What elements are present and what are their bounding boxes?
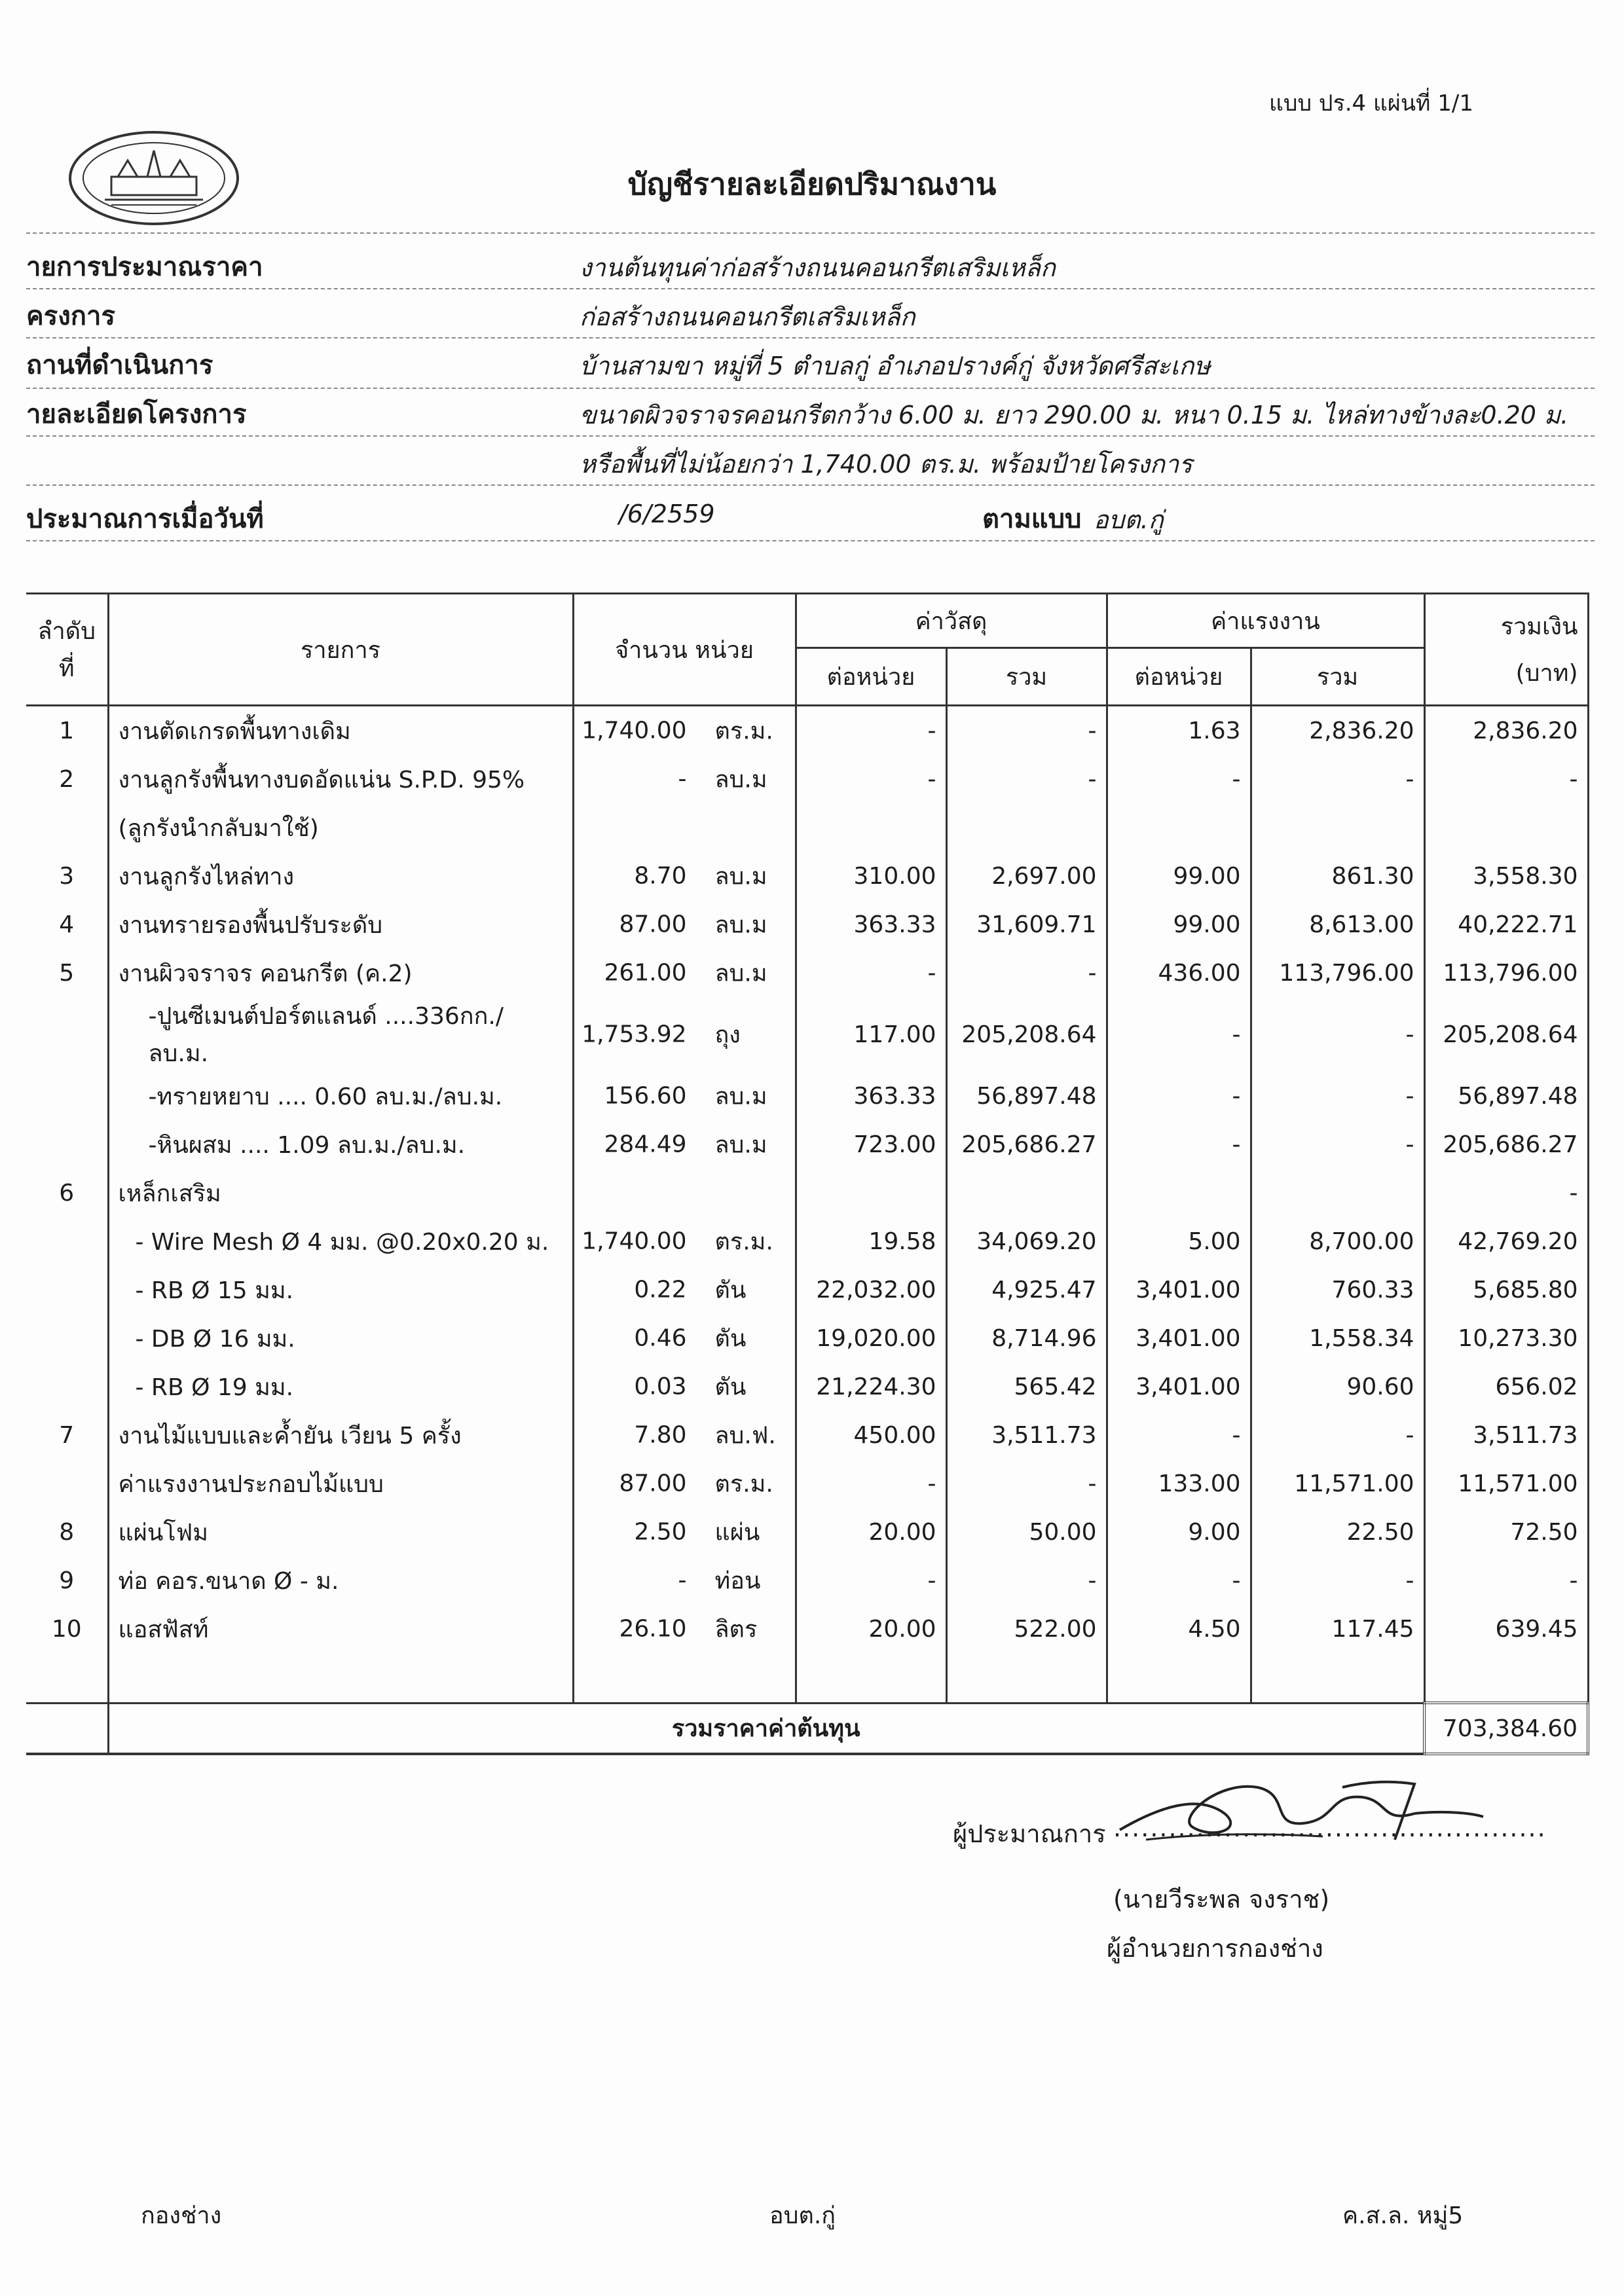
row-labor-sum: - bbox=[1251, 1411, 1424, 1459]
row-material-per-unit bbox=[796, 803, 946, 852]
row-number: 5 bbox=[26, 949, 108, 997]
spacer-row bbox=[26, 1653, 1588, 1703]
footer-project-code: ค.ส.ล. หมู่5 bbox=[1342, 2202, 1464, 2229]
row-quantity-unit bbox=[573, 900, 796, 949]
header-material-sum: รวม bbox=[946, 648, 1107, 706]
row-labor-per-unit bbox=[1107, 803, 1251, 852]
row-total: 3,558.30 bbox=[1424, 852, 1588, 900]
row-material-sum: - bbox=[946, 1459, 1107, 1508]
row-total: 656.02 bbox=[1424, 1362, 1588, 1411]
row-labor-sum: 11,571.00 bbox=[1251, 1459, 1424, 1508]
row-description: ค่าแรงงานประกอบไม้แบบ bbox=[108, 1459, 573, 1508]
row-labor-per-unit: 3,401.00 bbox=[1107, 1266, 1251, 1314]
document-title: บัญชีรายละเอียดปริมาณงาน bbox=[627, 166, 997, 202]
header-total bbox=[1424, 594, 1588, 706]
row-labor-sum: - bbox=[1251, 1120, 1424, 1169]
footer-department: กองช่าง bbox=[141, 2202, 222, 2229]
row-number bbox=[26, 1459, 108, 1508]
table-row bbox=[26, 852, 1588, 900]
header-description: รายการ bbox=[108, 594, 573, 706]
row-quantity-unit bbox=[573, 706, 796, 756]
divider bbox=[26, 232, 1595, 234]
row-description: เหล็กเสริม bbox=[108, 1169, 573, 1217]
row-unit: ลบ.ม bbox=[714, 1131, 767, 1159]
row-number: 1 bbox=[26, 706, 108, 756]
table-row bbox=[26, 1411, 1588, 1459]
row-unit: ลบ.ม bbox=[714, 766, 767, 793]
row-number bbox=[26, 997, 108, 1072]
table-row bbox=[26, 949, 1588, 997]
table-row bbox=[26, 1314, 1588, 1362]
row-total: - bbox=[1424, 755, 1588, 803]
row-material-per-unit: 22,032.00 bbox=[796, 1266, 946, 1314]
row-total: - bbox=[1424, 1169, 1588, 1217]
row-number bbox=[26, 1314, 108, 1362]
row-description: -หินผสม .... 1.09 ลบ.ม./ลบ.ม. bbox=[108, 1120, 573, 1169]
row-labor-sum: - bbox=[1251, 755, 1424, 803]
row-material-sum: 56,897.48 bbox=[946, 1072, 1107, 1120]
divider bbox=[26, 288, 1595, 289]
row-labor-sum: 760.33 bbox=[1251, 1266, 1424, 1314]
row-labor-per-unit: 5.00 bbox=[1107, 1217, 1251, 1266]
row-description: งานลูกรังไหล่ทาง bbox=[108, 852, 573, 900]
row-description: แผ่นโฟม bbox=[108, 1508, 573, 1556]
row-material-per-unit: 19.58 bbox=[796, 1217, 946, 1266]
row-labor-per-unit bbox=[1107, 1169, 1251, 1217]
row-total: 205,686.27 bbox=[1424, 1120, 1588, 1169]
row-number: 2 bbox=[26, 755, 108, 803]
row-labor-per-unit: - bbox=[1107, 755, 1251, 803]
header-quantity-unit: จำนวน หน่วย bbox=[573, 594, 796, 706]
row-total: 11,571.00 bbox=[1424, 1459, 1588, 1508]
row-labor-per-unit: 1.63 bbox=[1107, 706, 1251, 756]
row-quantity-unit bbox=[573, 1459, 796, 1508]
row-total: 40,222.71 bbox=[1424, 900, 1588, 949]
row-quantity-unit bbox=[573, 1072, 796, 1120]
row-material-per-unit: 723.00 bbox=[796, 1120, 946, 1169]
row-unit: ตัน bbox=[714, 1277, 747, 1304]
row-labor-sum: 1,558.34 bbox=[1251, 1314, 1424, 1362]
row-quantity: 0.22 bbox=[634, 1276, 687, 1303]
row-total: 72.50 bbox=[1424, 1508, 1588, 1556]
row-material-per-unit: 363.33 bbox=[796, 1072, 946, 1120]
row-labor-per-unit: - bbox=[1107, 1411, 1251, 1459]
row-quantity-unit bbox=[573, 949, 796, 997]
row-unit: ลบ.ม bbox=[714, 863, 767, 890]
row-quantity: 261.00 bbox=[604, 959, 687, 987]
row-labor-per-unit: - bbox=[1107, 1072, 1251, 1120]
row-material-sum bbox=[946, 1169, 1107, 1217]
row-total: 5,685.80 bbox=[1424, 1266, 1588, 1314]
row-labor-sum: - bbox=[1251, 997, 1424, 1072]
row-labor-per-unit: 99.00 bbox=[1107, 900, 1251, 949]
row-material-sum bbox=[946, 803, 1107, 852]
row-description: งานผิวจราจร คอนกรีต (ค.2) bbox=[108, 949, 573, 997]
row-labor-per-unit: 99.00 bbox=[1107, 852, 1251, 900]
handwritten-signature bbox=[1107, 1768, 1486, 1859]
header-labor-per-unit: ต่อหน่วย bbox=[1107, 648, 1251, 706]
row-labor-sum bbox=[1251, 803, 1424, 852]
row-total: 639.45 bbox=[1424, 1605, 1588, 1653]
row-quantity: 2.50 bbox=[634, 1518, 687, 1546]
row-material-sum: - bbox=[946, 1556, 1107, 1605]
row-labor-per-unit: 4.50 bbox=[1107, 1605, 1251, 1653]
row-material-sum: 205,686.27 bbox=[946, 1120, 1107, 1169]
table-row bbox=[26, 1508, 1588, 1556]
row-unit: ตร.ม. bbox=[714, 718, 773, 745]
row-labor-sum: 8,613.00 bbox=[1251, 900, 1424, 949]
row-material-per-unit: - bbox=[796, 1556, 946, 1605]
grand-total: 703,384.60 bbox=[1424, 1703, 1588, 1754]
divider bbox=[26, 337, 1595, 338]
row-quantity-unit bbox=[573, 755, 796, 803]
row-quantity: 8.70 bbox=[634, 862, 687, 890]
row-total: 42,769.20 bbox=[1424, 1217, 1588, 1266]
row-quantity-unit bbox=[573, 1120, 796, 1169]
row-material-per-unit: 19,020.00 bbox=[796, 1314, 946, 1362]
row-material-sum: - bbox=[946, 706, 1107, 756]
row-number: 4 bbox=[26, 900, 108, 949]
row-total: 113,796.00 bbox=[1424, 949, 1588, 997]
row-description: แอสฟัสท์ bbox=[108, 1605, 573, 1653]
row-description: งานไม้แบบและค้ำยัน เวียน 5 ครั้ง bbox=[108, 1411, 573, 1459]
row-number: 7 bbox=[26, 1411, 108, 1459]
row-material-per-unit: - bbox=[796, 755, 946, 803]
row-unit: ลบ.ม bbox=[714, 1083, 767, 1110]
row-unit: ท่อน bbox=[714, 1567, 761, 1595]
project-detail-line-1: ขนาดผิวจราจรคอนกรีตกว้าง 6.00 ม. ยาว 290.00 ม. หนา 0.15 ม. ไหล่ทางข้างละ0.20 ม. bbox=[580, 401, 1569, 429]
row-number: 6 bbox=[26, 1169, 108, 1217]
row-quantity-unit bbox=[573, 1314, 796, 1362]
row-number bbox=[26, 803, 108, 852]
row-description: งานทรายรองพื้นปรับระดับ bbox=[108, 900, 573, 949]
row-description: งานตัดเกรดพื้นทางเดิม bbox=[108, 706, 573, 756]
row-labor-sum: - bbox=[1251, 1556, 1424, 1605]
row-total: 2,836.20 bbox=[1424, 706, 1588, 756]
row-labor-sum: 22.50 bbox=[1251, 1508, 1424, 1556]
project-label: ครงการ bbox=[26, 301, 115, 331]
estimate-item-label: ายการประมาณราคา bbox=[26, 252, 263, 282]
row-quantity: 1,753.92 bbox=[581, 1021, 687, 1048]
location-label: ถานที่ดำเนินการ bbox=[26, 350, 213, 380]
row-material-sum: 4,925.47 bbox=[946, 1266, 1107, 1314]
row-material-per-unit: - bbox=[796, 949, 946, 997]
row-unit: ลบ.ฟ. bbox=[714, 1422, 776, 1449]
row-number bbox=[26, 1362, 108, 1411]
row-unit: ตัน bbox=[714, 1374, 747, 1401]
row-material-per-unit: - bbox=[796, 1459, 946, 1508]
row-quantity-unit bbox=[573, 1217, 796, 1266]
row-material-per-unit: 21,224.30 bbox=[796, 1362, 946, 1411]
table-row bbox=[26, 1605, 1588, 1653]
row-number bbox=[26, 1072, 108, 1120]
location-value: บ้านสามขา หมู่ที่ 5 ตำบลกู่ อำเภอปรางค์กู่ จังหวัดศรีสะเกษ bbox=[580, 352, 1211, 380]
divider bbox=[26, 484, 1595, 486]
table-row bbox=[26, 1459, 1588, 1508]
row-unit: ลบ.ม bbox=[714, 911, 767, 939]
row-labor-per-unit: - bbox=[1107, 1556, 1251, 1605]
table-row bbox=[26, 1120, 1588, 1169]
row-labor-per-unit: 3,401.00 bbox=[1107, 1314, 1251, 1362]
total-label: รวมราคาค่าต้นทุน bbox=[108, 1703, 1424, 1754]
row-labor-per-unit: 9.00 bbox=[1107, 1508, 1251, 1556]
row-material-per-unit: 20.00 bbox=[796, 1508, 946, 1556]
row-total: 205,208.64 bbox=[1424, 997, 1588, 1072]
row-labor-per-unit: 133.00 bbox=[1107, 1459, 1251, 1508]
divider bbox=[26, 388, 1595, 389]
row-description: งานลูกรังพื้นทางบดอัดแน่น S.P.D. 95% bbox=[108, 755, 573, 803]
row-quantity-unit bbox=[573, 1605, 796, 1653]
row-number bbox=[26, 1266, 108, 1314]
project-detail-line-2: หรือพื้นที่ไม่น้อยกว่า 1,740.00 ตร.ม. พร้อมป้ายโครงการ bbox=[580, 450, 1192, 479]
row-unit: ตร.ม. bbox=[714, 1228, 773, 1256]
estimator-label: ผู้ประมาณการ bbox=[953, 1819, 1106, 1848]
row-description: -ปูนซีเมนต์ปอร์ตแลนด์ ....336กก./ลบ.ม. bbox=[108, 997, 573, 1072]
row-total: 3,511.73 bbox=[1424, 1411, 1588, 1459]
row-description: (ลูกรังนำกลับมาใช้) bbox=[108, 803, 573, 852]
row-quantity-unit bbox=[573, 1266, 796, 1314]
row-quantity: - bbox=[678, 1567, 687, 1594]
row-labor-per-unit: - bbox=[1107, 997, 1251, 1072]
row-material-per-unit: 20.00 bbox=[796, 1605, 946, 1653]
row-description: - DB Ø 16 มม. bbox=[108, 1314, 573, 1362]
row-quantity: 0.46 bbox=[634, 1324, 687, 1352]
row-material-per-unit: 363.33 bbox=[796, 900, 946, 949]
row-labor-per-unit: 3,401.00 bbox=[1107, 1362, 1251, 1411]
row-material-sum: - bbox=[946, 949, 1107, 997]
row-quantity: - bbox=[678, 765, 687, 793]
table-row bbox=[26, 1556, 1588, 1605]
header-labor-sum: รวม bbox=[1251, 648, 1424, 706]
row-total: 56,897.48 bbox=[1424, 1072, 1588, 1120]
header-total-line-2: (บาท) bbox=[1515, 660, 1578, 687]
row-unit: ลิตร bbox=[714, 1616, 758, 1643]
row-quantity: 87.00 bbox=[619, 911, 687, 938]
row-material-sum: 522.00 bbox=[946, 1605, 1107, 1653]
row-quantity-unit bbox=[573, 803, 796, 852]
row-quantity: 1,740.00 bbox=[581, 717, 687, 744]
footer-organization: อบต.กู่ bbox=[769, 2202, 836, 2229]
row-material-per-unit: 117.00 bbox=[796, 997, 946, 1072]
row-number: 8 bbox=[26, 1508, 108, 1556]
row-total: 10,273.30 bbox=[1424, 1314, 1588, 1362]
divider bbox=[26, 435, 1595, 437]
row-labor-sum: 2,836.20 bbox=[1251, 706, 1424, 756]
row-labor-sum: 113,796.00 bbox=[1251, 949, 1424, 997]
row-labor-sum: - bbox=[1251, 1072, 1424, 1120]
header-total-line-1: รวมเงิน bbox=[1500, 613, 1578, 640]
header-labor: ค่าแรงงาน bbox=[1107, 594, 1424, 648]
table-row bbox=[26, 755, 1588, 803]
estimate-date-label: ประมาณการเมื่อวันที่ bbox=[26, 504, 264, 534]
row-description: ท่อ คอร.ขนาด Ø - ม. bbox=[108, 1556, 573, 1605]
table-row bbox=[26, 1072, 1588, 1120]
estimator-position: ผู้อำนวยการกองช่าง bbox=[1107, 1934, 1323, 1963]
table-row bbox=[26, 1362, 1588, 1411]
row-unit: ถุง bbox=[714, 1021, 741, 1049]
row-material-sum: 8,714.96 bbox=[946, 1314, 1107, 1362]
row-material-sum: 34,069.20 bbox=[946, 1217, 1107, 1266]
row-unit: ลบ.ม bbox=[714, 960, 767, 987]
quantity-table bbox=[26, 592, 1589, 1755]
row-quantity: 26.10 bbox=[619, 1615, 687, 1643]
row-quantity: 0.03 bbox=[634, 1373, 687, 1400]
row-quantity-unit bbox=[573, 1411, 796, 1459]
project-detail-label: ายละเอียดโครงการ bbox=[26, 399, 247, 429]
row-description: - Wire Mesh Ø 4 มม. @0.20x0.20 ม. bbox=[108, 1217, 573, 1266]
table-row bbox=[26, 1266, 1588, 1314]
project-value: ก่อสร้างถนนคอนกรีตเสริมเหล็ก bbox=[580, 302, 915, 331]
row-number: 9 bbox=[26, 1556, 108, 1605]
row-total bbox=[1424, 803, 1588, 852]
header-no: ลำดับที่ bbox=[26, 594, 108, 706]
table-row bbox=[26, 1217, 1588, 1266]
row-unit: ตร.ม. bbox=[714, 1470, 773, 1498]
table-row bbox=[26, 997, 1588, 1072]
divider bbox=[26, 540, 1595, 541]
row-material-per-unit: 450.00 bbox=[796, 1411, 946, 1459]
row-material-sum: - bbox=[946, 755, 1107, 803]
row-quantity-unit bbox=[573, 1169, 796, 1217]
row-description: - RB Ø 19 มม. bbox=[108, 1362, 573, 1411]
header-material: ค่าวัสดุ bbox=[796, 594, 1107, 648]
row-unit: แผ่น bbox=[714, 1519, 760, 1546]
row-quantity: 284.49 bbox=[604, 1131, 687, 1158]
row-labor-sum: 8,700.00 bbox=[1251, 1217, 1424, 1266]
row-labor-sum: 90.60 bbox=[1251, 1362, 1424, 1411]
row-labor-sum: 117.45 bbox=[1251, 1605, 1424, 1653]
row-number: 3 bbox=[26, 852, 108, 900]
row-number bbox=[26, 1120, 108, 1169]
row-labor-per-unit: - bbox=[1107, 1120, 1251, 1169]
row-labor-sum bbox=[1251, 1169, 1424, 1217]
row-description: -ทรายหยาบ .... 0.60 ลบ.ม./ลบ.ม. bbox=[108, 1072, 573, 1120]
row-quantity-unit bbox=[573, 1556, 796, 1605]
estimator-name: (นายวีระพล จงราช) bbox=[1113, 1885, 1330, 1914]
row-quantity-unit bbox=[573, 1362, 796, 1411]
row-material-sum: 50.00 bbox=[946, 1508, 1107, 1556]
estimate-item-value: งานต้นทุนค่าก่อสร้างถนนคอนกรีตเสริมเหล็ก bbox=[580, 253, 1056, 282]
table-row bbox=[26, 803, 1588, 852]
row-material-per-unit bbox=[796, 1169, 946, 1217]
row-material-sum: 565.42 bbox=[946, 1362, 1107, 1411]
row-material-sum: 2,697.00 bbox=[946, 852, 1107, 900]
header-material-per-unit: ต่อหน่วย bbox=[796, 648, 946, 706]
design-label: ตามแบบ bbox=[982, 504, 1082, 534]
row-description: - RB Ø 15 มม. bbox=[108, 1266, 573, 1314]
row-quantity: 1,740.00 bbox=[581, 1228, 687, 1255]
design-value: อบต.กู่ bbox=[1094, 505, 1164, 534]
row-material-sum: 205,208.64 bbox=[946, 997, 1107, 1072]
row-material-per-unit: 310.00 bbox=[796, 852, 946, 900]
row-labor-per-unit: 436.00 bbox=[1107, 949, 1251, 997]
table-row bbox=[26, 1169, 1588, 1217]
row-quantity: 87.00 bbox=[619, 1470, 687, 1497]
row-number bbox=[26, 1217, 108, 1266]
row-material-sum: 31,609.71 bbox=[946, 900, 1107, 949]
row-material-sum: 3,511.73 bbox=[946, 1411, 1107, 1459]
total-row bbox=[26, 1703, 1588, 1754]
row-quantity: 7.80 bbox=[634, 1421, 687, 1449]
row-unit: ตัน bbox=[714, 1325, 747, 1353]
row-material-per-unit: - bbox=[796, 706, 946, 756]
row-quantity-unit bbox=[573, 852, 796, 900]
row-labor-sum: 861.30 bbox=[1251, 852, 1424, 900]
row-total: - bbox=[1424, 1556, 1588, 1605]
row-quantity-unit bbox=[573, 997, 796, 1072]
table-row bbox=[26, 900, 1588, 949]
signature-line: ............................................... bbox=[1113, 1813, 1547, 1842]
row-number: 10 bbox=[26, 1605, 108, 1653]
estimate-date-value: /6/2559 bbox=[619, 500, 715, 528]
form-code: แบบ ปร.4 แผ่นที่ 1/1 bbox=[1269, 90, 1473, 117]
row-quantity: 156.60 bbox=[604, 1082, 687, 1110]
table-row bbox=[26, 706, 1588, 756]
row-quantity-unit bbox=[573, 1508, 796, 1556]
